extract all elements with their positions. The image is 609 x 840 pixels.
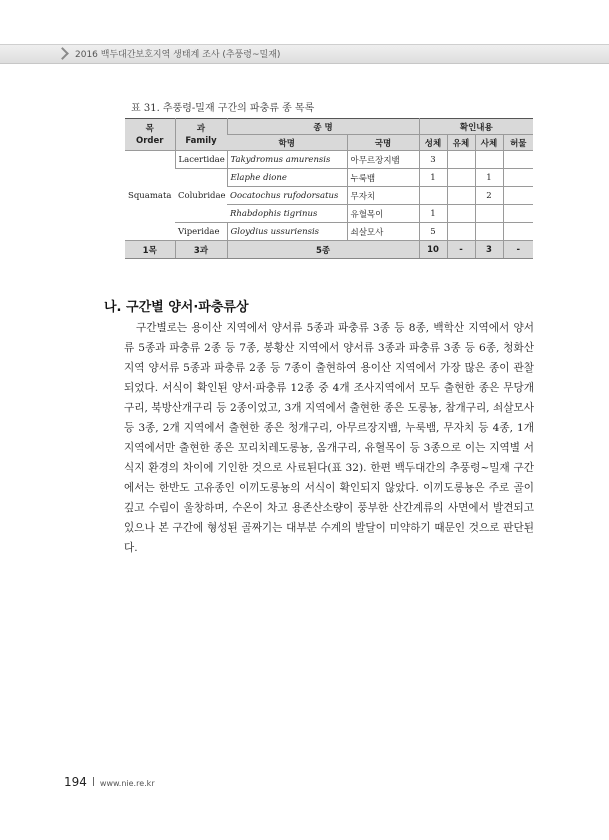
juvenile-cell [447, 169, 475, 187]
page-number: 194 [64, 775, 87, 789]
header-family: 과 Family [175, 119, 227, 151]
korean-cell: 무자치 [347, 187, 419, 205]
header-order: 목 Order [125, 119, 175, 151]
table-caption: 표 31. 추풍령-밀재 구간의 파충류 종 목록 [131, 103, 315, 114]
dead-cell: 1 [475, 169, 503, 187]
header-juvenile: 유체 [447, 135, 475, 151]
page-header [0, 0, 609, 62]
header-title: 2016 백두대간보호지역 생태계 조사 (추풍령~밀재) [75, 50, 281, 60]
dead-cell [475, 205, 503, 223]
adult-cell: 1 [419, 169, 447, 187]
header-adult: 성체 [419, 135, 447, 151]
table-row [125, 169, 533, 187]
header-dead: 사체 [475, 135, 503, 151]
table-row [125, 151, 533, 169]
order-cell: Squamata [125, 151, 175, 241]
korean-cell: 아무르장지뱀 [347, 151, 419, 169]
total-juvenile: - [447, 241, 475, 259]
header-korean: 국명 [347, 135, 419, 151]
korean-cell: 유혈목이 [347, 205, 419, 223]
adult-cell: 1 [419, 205, 447, 223]
family-cell: Lacertidae [175, 151, 227, 169]
juvenile-cell [447, 187, 475, 205]
total-row [125, 241, 533, 259]
scientific-cell: Takydromus amurensis [227, 151, 347, 169]
header-scientific: 학명 [227, 135, 347, 151]
footer-divider [93, 777, 94, 786]
body-paragraph: 구간별로는 용이산 지역에서 양서류 5종과 파충류 3종 등 8종, 백학산 지역에서 양서류 5종과 파충류 2종 등 7종, 봉황산 지역에서 양서류 3종과 파충류 3종 등 6종, 청화산 지역 양서류 5종과 파충류 2종 등 7종이 출현하여 용이산 지역에서 가장 많은 종이 관찰되었다. 서식이 확인된 양서·파충류 12종 중 4개 조사지역에서 모두 출현한 종은 무당개구리, 북방산개구리 등 2종이었고, 3개 지역에서 출현한 종은 도롱뇽, 참개구리, 쇠살모사 등 3종, 2개 지역에서 출현한 종은 청개구리, 아무르장지뱀, 누룩뱀, 무자치 등 4종, 1개 지역에서만 출현한 종은 꼬리치레도롱뇽, 옴개구리, 유혈목이 등 3종으로 이는 지역별 서식지 환경의 차이에 기인한 것으로 사료된다(표 32). 한편 백두대간의 추풍령~밀재 구간에서는 한반도 고유종인 이끼도롱뇽의 서식이 확인되지 않았다. 이끼도롱뇽은 주로 골이 깊고 수림이 울창하며, 수온이 차고 용존산소량이 풍부한 산간계류의 사면에서 발견되고 있으나 본 구간에 형성된 골짜기는 대부분 수계의 발달이 미약하기 때문인 것으로 판단된다. [124, 322, 534, 554]
juvenile-cell [447, 205, 475, 223]
korean-cell: 쇠살모사 [347, 223, 419, 241]
scientific-cell: Elaphe dione [227, 169, 347, 187]
dead-cell [475, 151, 503, 169]
total-shed: - [503, 241, 533, 259]
scientific-cell: Rhabdophis tigrinus [227, 205, 347, 223]
shed-cell [503, 223, 533, 241]
total-adult: 10 [419, 241, 447, 259]
juvenile-cell [447, 223, 475, 241]
shed-cell [503, 169, 533, 187]
scientific-cell: Gloydius ussuriensis [227, 223, 347, 241]
total-dead: 3 [475, 241, 503, 259]
adult-cell: 3 [419, 151, 447, 169]
family-cell: Colubridae [175, 169, 227, 223]
header-confirm: 확인내용 [419, 119, 533, 135]
shed-cell [503, 151, 533, 169]
total-species: 5종 [227, 241, 419, 259]
body-text [124, 318, 534, 558]
section-title: 나. 구간별 양서·파충류상 [104, 300, 249, 315]
total-order: 1목 [125, 241, 175, 259]
family-cell: Viperidae [175, 223, 227, 241]
total-family: 3과 [175, 241, 227, 259]
dead-cell [475, 223, 503, 241]
shed-cell [503, 187, 533, 205]
adult-cell [419, 187, 447, 205]
adult-cell: 5 [419, 223, 447, 241]
korean-cell: 누룩뱀 [347, 169, 419, 187]
scientific-cell: Oocatochus rufodorsatus [227, 187, 347, 205]
table-row [125, 223, 533, 241]
shed-cell [503, 205, 533, 223]
dead-cell: 2 [475, 187, 503, 205]
juvenile-cell [447, 151, 475, 169]
page-footer [64, 771, 155, 790]
header-species: 종 명 [227, 119, 419, 135]
header-shed: 허물 [503, 135, 533, 151]
footer-url: www.nie.re.kr [99, 779, 155, 788]
species-table [125, 118, 533, 259]
